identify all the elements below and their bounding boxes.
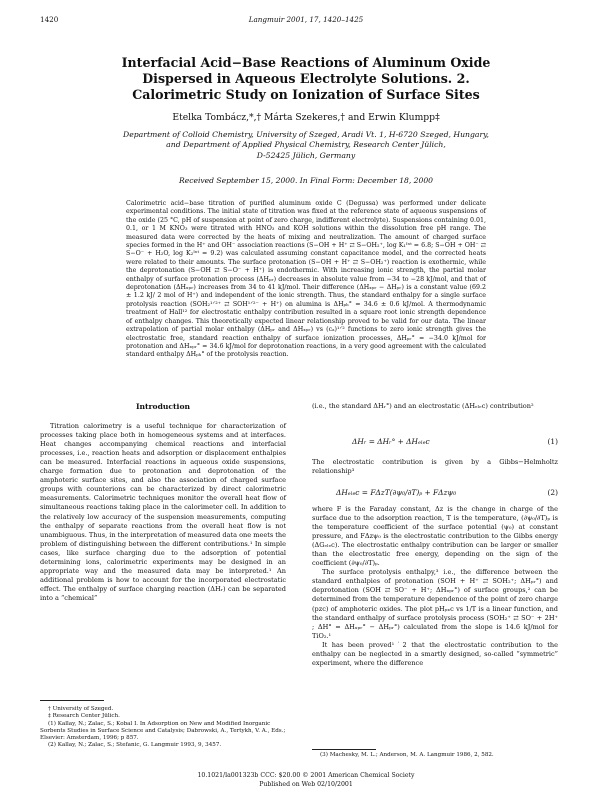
left-footnotes <box>40 706 286 750</box>
journal-citation: Langmuir 2001, 17, 1420–1425 <box>248 15 364 24</box>
paragraph: The electrostatic contribution is given by a Gibbs−Helmholtz relationship³ <box>312 458 558 476</box>
right-column-body <box>312 505 558 668</box>
equation-1-formula: ΔHᵣ = ΔHᵣ° + ΔHₑₗₑc <box>352 437 430 446</box>
article-title <box>40 55 572 103</box>
footnote: (2) Kallay, N.; Zalac, S.; Stefanic, G. Langmuir 1993, 9, 3457. <box>48 742 222 749</box>
footnote: ‡ Research Center Jülich. <box>48 713 120 720</box>
published-date: Published on Web 02/10/2001 <box>259 781 353 788</box>
left-column <box>40 402 286 603</box>
affiliation-line: and Department of Applied Physical Chemistry, Research Center Jülich, <box>166 140 446 150</box>
affiliation-line: D-52425 Jülich, Germany <box>256 150 356 160</box>
equation-2-number: (2) <box>547 488 558 497</box>
right-column-intro <box>312 402 558 411</box>
affiliation-line: Department of Colloid Chemistry, University of Szeged, Aradi Vt. 1, H-6720 Szeged, Hungary, <box>123 130 489 139</box>
footnote-rule <box>312 749 376 750</box>
paragraph: where F is the Faraday constant, Δz is the change in charge of the surface due to the adsorption reaction, T is the temperature, (∂ψ₀/∂T)ₚ is the temperature coefficient of the surface potential (ψ₀) at constant pressure, and FΔzψ₀ is the electrostatic contribution to the Gibbs energy (ΔGₑₗₑc). The electrostatic enthalpy contribution can be larger or smaller than the electrostatic free energy, depending on the sign of the coefficient (∂ψ₀/∂T)ₚ. <box>312 505 558 568</box>
title-line: Interfacial Acid−Base Reactions of Aluminum Oxide <box>121 55 491 70</box>
title-line: Calorimetric Study on Ionization of Surface Sites <box>132 87 480 102</box>
right-column-gibbs <box>312 458 558 476</box>
footnote: † University of Szeged. <box>48 706 114 712</box>
footnote: (1) Kallay, N.; Zalac, S.; Kobal I. In Adsorption on New and Modified Inorganic Sorbents Studies in Surface Science and Catalysis; Dabrowski, A., Tertykh, V. A., Eds.; Elsevier: Amsterdam, 1996; p 857. <box>40 720 286 742</box>
abstract: Calorimetric acid−base titration of purified aluminum oxide C (Degussa) was performed under delicate experimental conditions. The initial state of titration was fixed at the reference state of aqueous suspensions of the oxide (25 °C, pH of suspension at point of zero charge, indifferent electrolyte). Suspensions containing 0.01, 0.1, or 1 M KNO₃ were titrated with HNO₃ and KOH solutions within the dissolution free pH range. The measured data were corrected by the heats of mixing and neutralization. The amount of charged surface species formed in the H⁺ and OH⁻ association reactions (S−OH + H⁺ ⇄ S−OH₂⁺, log K₁ᴵⁿᵗ = 6.8; S−OH + OH⁻ ⇄ S−O⁻ + H₂O, log K₂ᴵⁿᵗ = 9.2) was calculated assuming constant capacitance model, and the corrected heats were related to their amounts. The surface protonation (S−OH + H⁺ ⇄ S−OH₂⁺) reaction is exothermic, while the deprotonation (S−OH ⇄ S−O⁻ + H⁺) is endothermic. With increasing ionic strength, the partial molar enthalpy of surface protonation process (ΔHₚᵣ) decreases in absolute value from −34 to −28 kJ/mol, and that of deprotonation (ΔHₓₚᵣ) increases from 34 to 41 kJ/mol. Their difference (ΔHₓₚᵣ − ΔHₚᵣ) is a constant value (69.2 ± 1.2 kJ/ 2 mol of H⁺) and independent of the ionic strength. Thus, the standard enthalpy for a single surface protolysis reaction (SOH₂¹ᐟ²⁺ ⇄ SOH¹ᐟ²⁻ + H⁺) on alumina is ΔHₚₕ° = 34.6 ± 0.6 kJ/mol. A thermodynamic treatment of Hall¹² for electrostatic enthalpy contribution resulted in a square root ionic strength dependence of enthalpy changes. This theoretically expected linear relationship proved to be valid for our data. The linear extrapolation of partial molar enthalpy (ΔHₚᵣ and ΔHₓₚᵣ) vs (cₐ)¹ᐟ² functions to zero ionic strength gives the electrostatic free, standard reaction enthalpy of surface ionization processes, ΔHₚᵣ° = −34.0 kJ/mol for protonation and ΔHₓₚᵣ° = 34.6 kJ/mol for deprotonation reactions, in a very good agreement with the calculated standard enthalpy ΔHₚₕ° of the protolysis reaction. <box>126 200 486 359</box>
equation-2-formula: ΔHₑₗₑc = FΔzT(∂ψ₀/∂T)ₚ + FΔzψ₀ <box>336 488 457 497</box>
page-number: 1420 <box>40 15 59 24</box>
paragraph: The surface protolysis enthalpy,³ i.e., the difference between the standard enthalpies of protonation (SOH + H⁺ ⇄ SOH₂⁺; ΔHₚᵣ°) and deprotonation (SOH ⇄ SO⁻ + H⁺; ΔHₓₚᵣ°) of surface groups,² can be determined from the temperature dependence of the point of zero charge (pzc) of amphoteric oxides. The plot pHₚₓc vs 1/T is a linear function, and the standard enthalpy of surface protolysis process (SOH₂⁺ ⇄ SO⁻ + 2H⁺ ; ΔH° = ΔHₓₚᵣ° − ΔHₚᵣ°) calculated from the slope is 14.6 kJ/mol for TiO₂.¹ <box>312 568 558 640</box>
paragraph: It has been proved¹˙2 that the electrostatic contribution to the enthalpy can be neglected in a smartly designed, so-called “symmetric” experiment, where the difference <box>312 640 558 667</box>
footnote-rule <box>40 700 104 701</box>
equation-1-number: (1) <box>547 437 558 446</box>
author-list: Etelka Tombácz,*,† Márta Szekeres,† and Erwin Klumpp‡ <box>172 112 440 123</box>
footnote: (3) Machesky, M. L.; Anderson, M. A. Langmuir 1986, 2, 582. <box>320 752 494 758</box>
right-footnotes <box>312 752 558 759</box>
title-line: Dispersed in Aqueous Electrolyte Solutions. 2. <box>142 71 470 86</box>
section-heading-introduction: Introduction <box>135 402 191 411</box>
affiliations <box>70 130 542 161</box>
paragraph: (i.e., the standard ΔHᵣ°) and an electrostatic (ΔHₑₗₑc) contribution² <box>312 402 534 410</box>
received-dates: Received September 15, 2000. In Final Form: December 18, 2000 <box>178 176 434 185</box>
doi-copyright: 10.1021/la001323b CCC: $20.00 © 2001 American Chemical Society <box>197 772 415 779</box>
paragraph: Titration calorimetry is a useful technique for characterization of processes taking place both in homogeneous systems and at interfaces. Heat changes accompanying chemical reactions and interfacial processes, i.e., reaction heats and adsorption or displacement enthalpies can be measured. Interfacial reactions in aqueous oxide suspensions, charge formation due to protonation and deprotonation of the amphoteric surface sites, and also the association of charged surface groups with counterions can be characterized by direct calorimetric measurements. Calorimetric techniques monitor the overall heat flow of simultaneous reactions taking place in the calorimeter cell. In addition to the relatively low accuracy of the suspension measurements, computing the enthalpy of separate reactions from the overall heat flow is not unambiguous. Thus, in the interpretation of measured data one meets the problem of distinguishing between the different contributions.¹ In simple cases, like surface charging due to the adsorption of potential determining ions, calorimetric experiments may be designed in an appropriate way and the measured data may be interpreted.¹ An additional problem is how to account for the incorporated electrostatic effect. The enthalpy of surface charging reaction (ΔHᵣ) can be separated into a “chemical” <box>40 422 286 602</box>
